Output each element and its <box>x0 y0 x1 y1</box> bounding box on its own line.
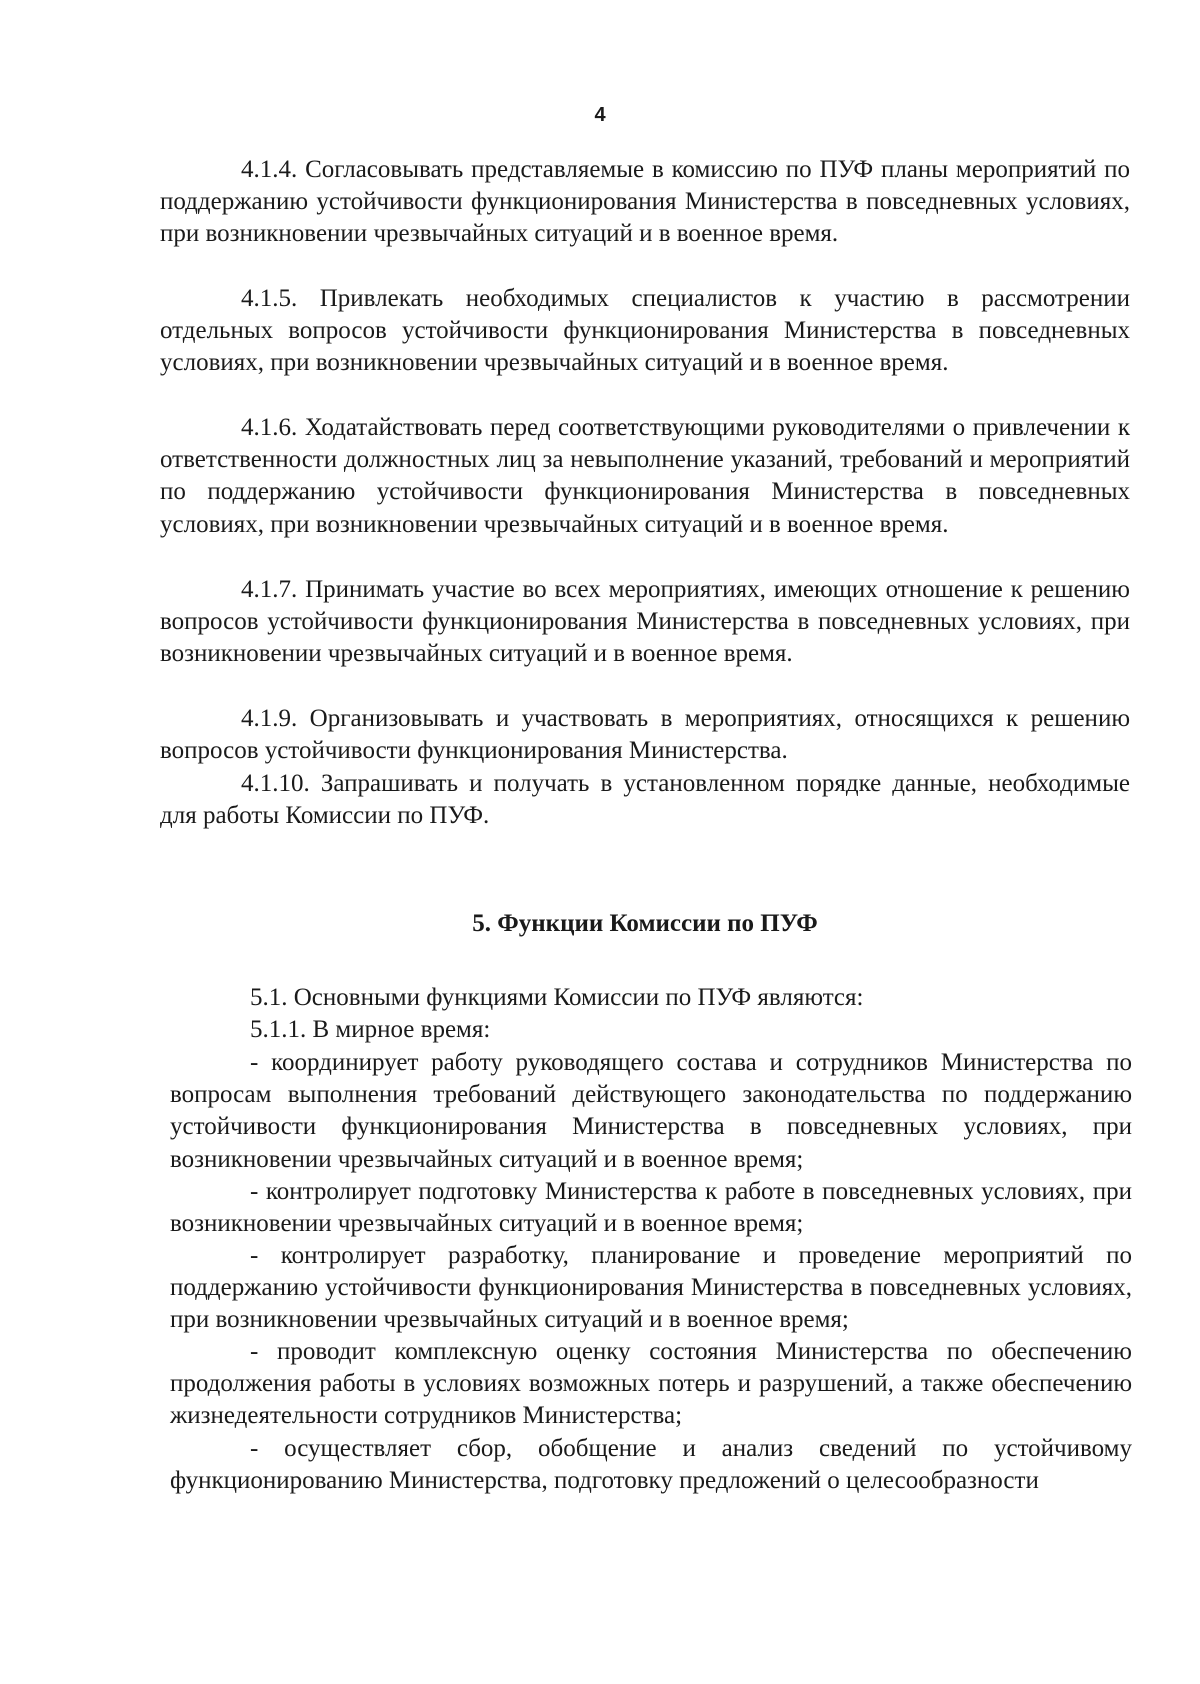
paragraph-4-1-5: 4.1.5. Привлекать необходимых специалистов к участию в рассмотрении отдельных вопросов устойчивости функционирования Министерства в повседневных условиях, при возникновении чрезвычайных ситуаций и в военное время. <box>160 285 1130 377</box>
list-item: - контролирует подготовку Министерства к работе в повседневных условиях, при возникновении чрезвычайных ситуаций и в военное время; <box>170 1178 1132 1238</box>
paragraph-4-1-10: 4.1.10. Запрашивать и получать в установленном порядке данные, необходимые для работы Комиссии по ПУФ. <box>160 770 1130 830</box>
list-item: - координирует работу руководящего состава и сотрудников Министерства по вопросам выполнения требований действующего законодательства по поддержанию устойчивости функционирования Министерства в повседневных условиях, при возникновении чрезвычайных ситуаций и в военное время; <box>170 1049 1132 1173</box>
list-item: - осуществляет сбор, обобщение и анализ сведений по устойчивому функционированию Министерства, подготовку предложений о целесообразности <box>170 1435 1132 1495</box>
list-item: - контролирует разработку, планирование и проведение мероприятий по поддержанию устойчивости функционирования Министерства в повседневных условиях, при возникновении чрезвычайных ситуаций и в военное время; <box>170 1242 1132 1334</box>
paragraph-4-1-7: 4.1.7. Принимать участие во всех мероприятиях, имеющих отношение к решению вопросов устойчивости функционирования Министерства в повседневных условиях, при возникновении чрезвычайных ситуаций и в военное время. <box>160 576 1130 668</box>
page-number: 4 <box>594 104 606 126</box>
section-heading: 5. Функции Комиссии по ПУФ <box>472 910 818 937</box>
list-item: - проводит комплексную оценку состояния Министерства по обеспечению продолжения работы в условиях возможных потерь и разрушений, а также обеспечению жизнедеятельности сотрудников Министерства; <box>170 1338 1132 1430</box>
paragraph-4-1-6: 4.1.6. Ходатайствовать перед соответствующими руководителями о привлечении к ответственности должностных лиц за невыполнение указаний, требований и мероприятий по поддержанию устойчивости функционирования Министерства в повседневных условиях, при возникновении чрезвычайных ситуаций и в военное время. <box>160 414 1130 538</box>
paragraph-5-1-1: 5.1.1. В мирное время: <box>250 1016 491 1043</box>
paragraph-4-1-9: 4.1.9. Организовывать и участвовать в мероприятиях, относящихся к решению вопросов устойчивости функционирования Министерства. <box>160 705 1130 765</box>
paragraph-5-1: 5.1. Основными функциями Комиссии по ПУФ являются: <box>250 984 864 1011</box>
paragraph-4-1-4: 4.1.4. Согласовывать представляемые в комиссию по ПУФ планы мероприятий по поддержанию устойчивости функционирования Министерства в повседневных условиях, при возникновении чрезвычайных ситуаций и в военное время. <box>160 156 1130 248</box>
